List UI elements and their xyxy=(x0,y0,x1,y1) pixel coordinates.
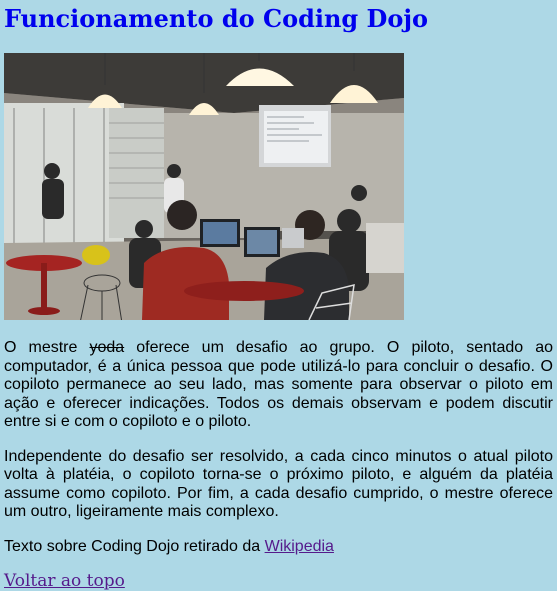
paragraph-rotation: Independente do desafio ser resolvido, a cada cinco minutos o atual piloto volta à platéia, o copiloto torna-se o próximo piloto, e alguém da platéia assume como copiloto. Por fim, a cada desafio cumprido, o mestre oferece um outro, ligeiramente mais complexo. xyxy=(4,447,553,520)
paragraph-intro-rest: oferece um desafio ao grupo. O piloto, sentado ao computador, é a única pessoa que pode utilizá-lo para concluir o desafio. O copiloto permanece ao seu lado, mas somente para observar o piloto em ação e oferecer indicações. Todos os demais observam e podem discutir entre si e com o copiloto e o piloto. xyxy=(4,339,554,430)
paragraph-intro-start: O mestre xyxy=(4,339,90,356)
struck-word: yoda xyxy=(89,339,125,356)
coding-dojo-photo xyxy=(4,53,404,320)
source-text: Texto sobre Coding Dojo retirado da xyxy=(4,537,265,555)
back-to-top-link[interactable]: Voltar ao topo xyxy=(4,571,125,591)
wikipedia-link[interactable]: Wikipedia xyxy=(264,537,334,555)
source-note xyxy=(4,538,553,557)
paragraph-intro xyxy=(4,339,553,432)
page-title: Funcionamento do Coding Dojo xyxy=(4,4,429,33)
